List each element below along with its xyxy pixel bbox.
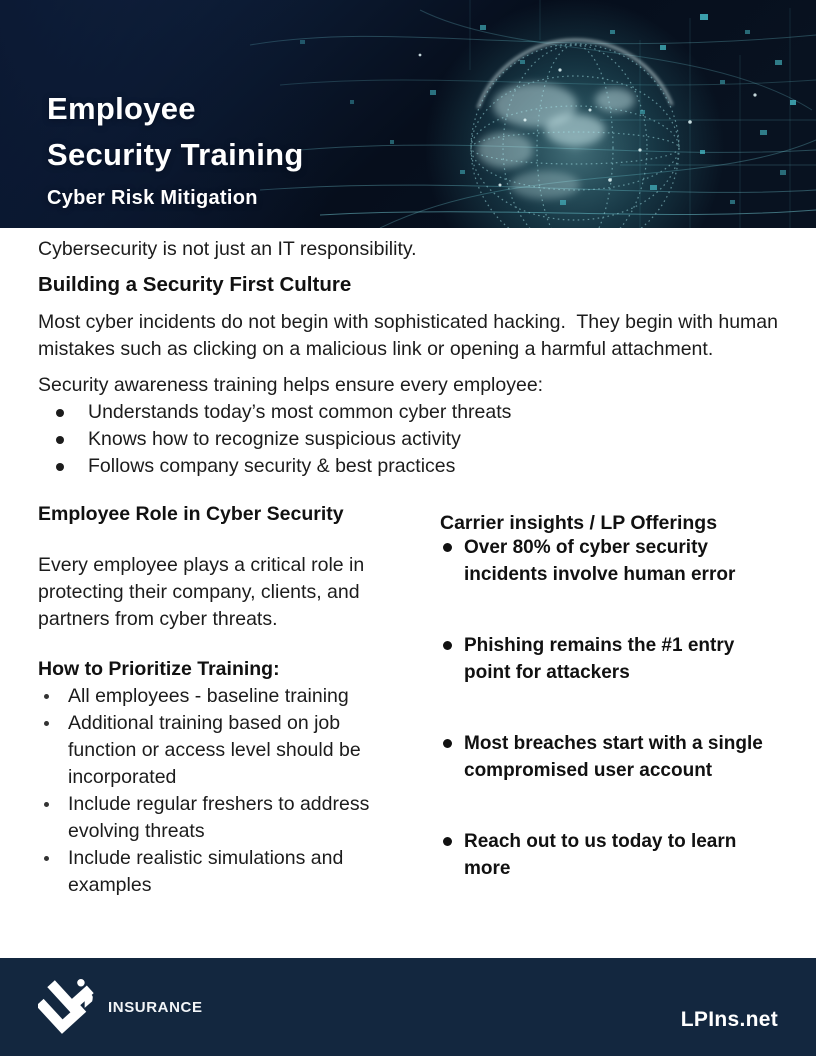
hero-header [0,0,816,228]
footer-bar [0,958,816,1056]
carrier-insights-list [440,534,782,882]
list-item [440,632,782,686]
list-item [440,534,782,588]
bullet-icon [44,694,49,699]
bullet-icon [443,543,452,552]
two-column-section [38,503,782,899]
list-item-text: Follows company security & best practices [88,455,456,477]
bullet-icon [44,856,49,861]
intro-paragraph: Most cyber incidents do not begin with sophisticated hacking. They begin with human mistakes such as clicking on a malicious link or opening a harmful attachment. [38,311,784,360]
list-item [38,845,410,899]
list-item-text: Understands today’s most common cyber threats [88,401,512,423]
list-item [440,730,782,784]
bullet-icon [56,463,64,471]
list-item [38,399,782,426]
list-item-text: Most breaches start with a single compromised user account [464,733,763,781]
left-column-heading: Employee Role in Cyber Security [38,503,344,525]
bullet-icon [443,837,452,846]
training-list-intro: Security awareness training helps ensure every employee: [38,374,544,396]
right-column-heading: Carrier insights / LP Offerings [440,512,718,534]
column-carrier-insights [440,503,782,882]
list-item [38,426,782,453]
bullet-icon [44,802,49,807]
list-item-text: Phishing remains the #1 entry point for attackers [464,635,735,683]
company-logo [38,976,203,1038]
list-item-text: Additional training based on job function or access level should be incorporated [68,712,361,788]
training-benefits-list [38,399,782,480]
website-url: LPIns.net [680,1008,778,1031]
bullet-icon [56,409,64,417]
bullet-icon [443,641,452,650]
list-item-text: All employees - baseline training [68,685,349,707]
list-item [38,683,410,710]
page-title-line1: Employee [47,91,196,126]
hero-text-block [47,86,304,210]
list-item-text: Reach out to us today to learn more [464,831,737,879]
list-item [440,828,782,882]
left-column-subheading: How to Prioritize Training: [38,658,280,680]
page-subtitle: Cyber Risk Mitigation [47,187,258,209]
lead-sentence: Cybersecurity is not just an IT responsibility. [38,238,417,260]
list-item [38,791,410,845]
document-body [0,228,816,899]
section-heading-security-first-culture: Building a Security First Culture [38,273,352,296]
column-employee-role [38,503,410,899]
bullet-icon [56,436,64,444]
list-item-text: Include regular freshers to address evolving threats [68,793,370,842]
list-item-text: Include realistic simulations and examples [68,847,344,896]
list-item-text: Knows how to recognize suspicious activity [88,428,461,450]
brand-name-label: INSURANCE [108,998,203,1016]
page-title-line2: Security Training [47,137,304,172]
bullet-icon [44,721,49,726]
bullet-icon [443,739,452,748]
left-column-paragraph: Every employee plays a critical role in protecting their company, clients, and partners from cyber threats. [38,554,370,630]
list-item [38,453,782,480]
list-item-text: Over 80% of cyber security incidents involve human error [464,537,736,585]
lp-insurance-logo-icon [38,976,94,1038]
list-item [38,710,410,791]
prioritize-training-list [38,683,410,899]
